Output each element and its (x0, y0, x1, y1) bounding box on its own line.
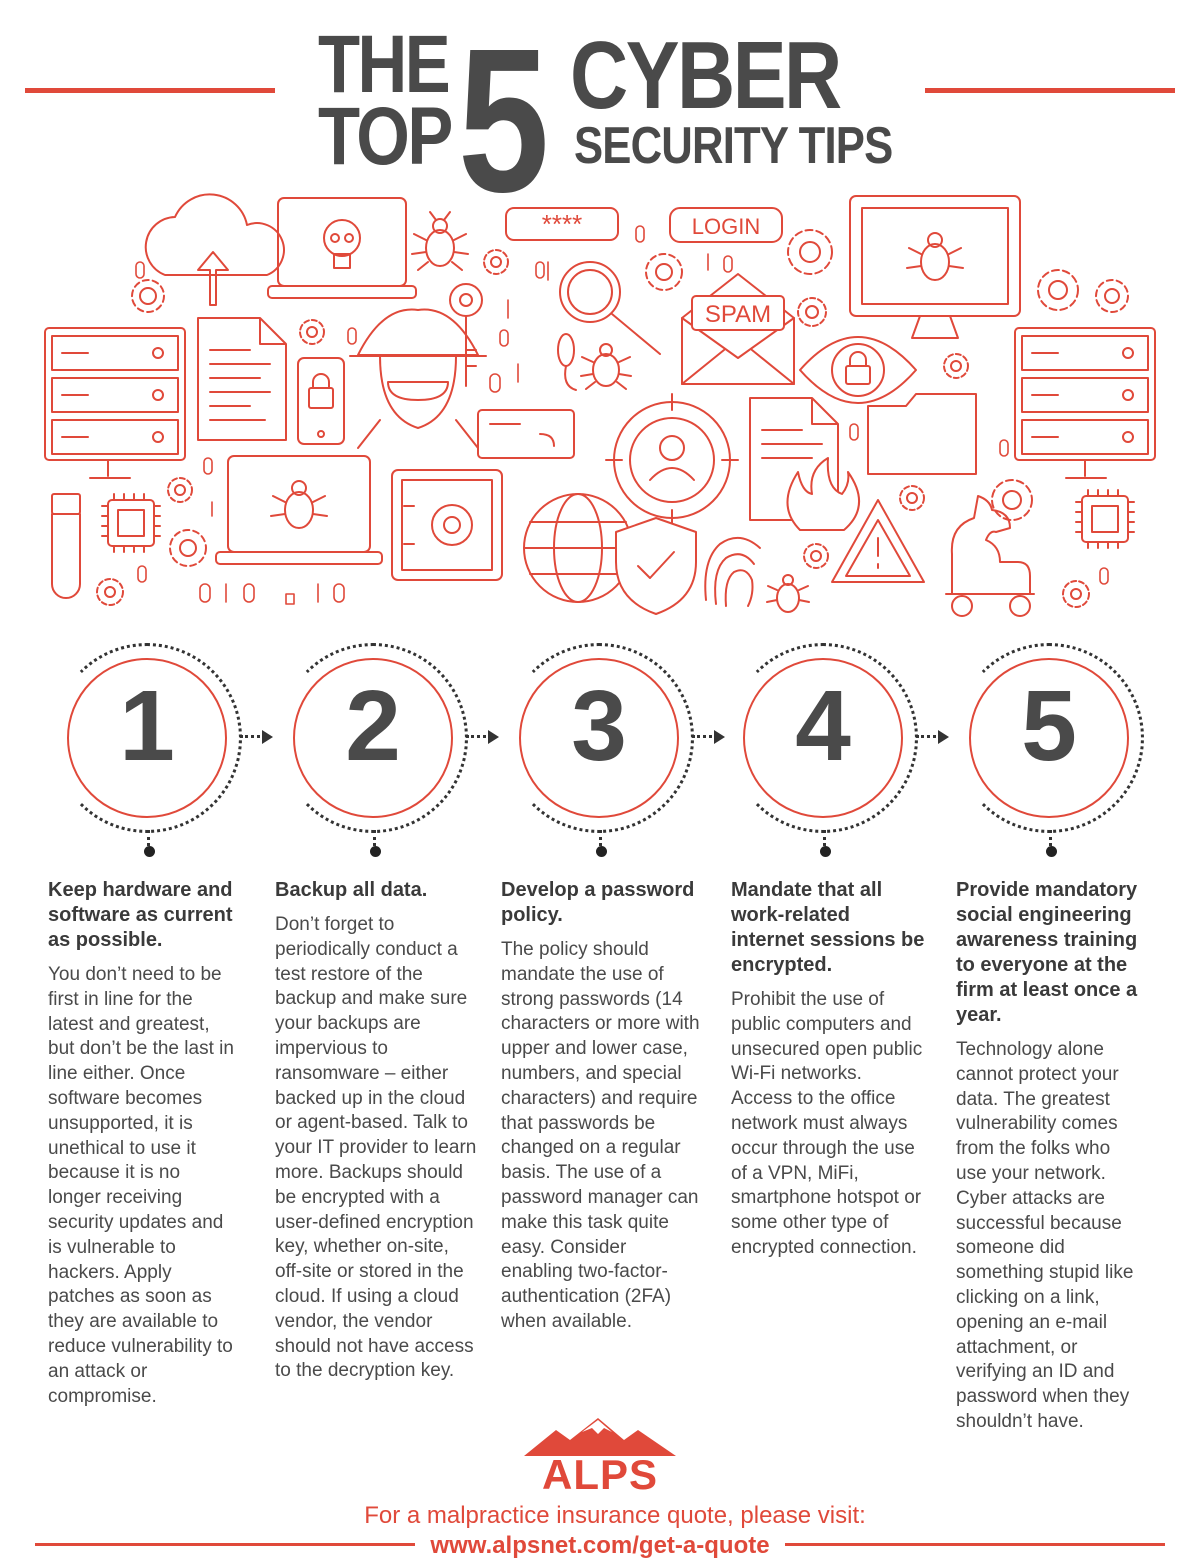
microchip-icon (102, 494, 160, 552)
step-2-body: Don’t forget to periodically conduct a test restore of the backup and make sure your backups are impervious to ransomware – either backed up in the cloud or agent-based. Talk to your IT provider to learn more. Backups should be encrypted with a user-defined encryption key, whether on-site, off-site or stored in the cloud. If using a cloud vendor, the vendor should not have access to the decryption key. (275, 914, 477, 1382)
title-the: THE (318, 19, 449, 110)
footer-cta-text: For a malpractice insurance quote, please visit: (364, 1502, 866, 1529)
trojan-horse-icon (946, 496, 1034, 616)
cyber-icons-illustration (0, 185, 1200, 625)
alps-mountain-logo-icon (520, 1416, 680, 1456)
gear-icon (300, 320, 324, 344)
gear-icon (944, 354, 968, 378)
step-1-column (48, 878, 234, 1409)
gear-icon (170, 530, 206, 566)
step-5-dot (1046, 846, 1057, 857)
step-3-column (501, 878, 701, 1335)
laptop-skull-icon (268, 198, 416, 298)
shield-check-icon (616, 518, 696, 614)
fire-document-icon (750, 398, 859, 530)
eye-lock-icon (800, 337, 916, 403)
title-cyber: CYBER (570, 22, 840, 129)
step-4-heading: Mandate that all work-related internet sessions be encrypted. (731, 879, 925, 976)
step-2-heading: Backup all data. (275, 879, 428, 901)
password-mask-text: **** (541, 209, 583, 239)
step-5-heading: Provide mandatory social engineering awareness training to everyone at the firm at least once a year. (956, 879, 1138, 1026)
step-1-dot (144, 846, 155, 857)
laptop-bug-icon (216, 456, 382, 564)
step-4-body: Prohibit the use of public computers and unsecured open public Wi-Fi networks. Access to the office network must always occur through the use of a VPN, MiFi, smartphone hotspot or some other type of encrypted connection. (731, 989, 923, 1258)
document-icon (198, 318, 286, 440)
step-2-number: 2 (345, 670, 401, 782)
header-rule-left (25, 88, 275, 93)
step-4-column (731, 878, 927, 1261)
step-3-body: The policy should mandate the use of strong passwords (14 characters or more with upper and lower case, numbers, and special characters) and require that passwords be changed on a regular basis. The use of a password manager can make this task quite easy. Consider enabling two-factor-authentication (2FA) when available. (501, 939, 700, 1332)
step-5-drop-line (1049, 830, 1052, 846)
step-4-dot (820, 846, 831, 857)
folder-icon (868, 394, 976, 474)
gear-icon (484, 250, 508, 274)
monitor-bug-icon (850, 196, 1020, 338)
gear-icon (1063, 581, 1089, 607)
smartphone-lock-icon (298, 358, 344, 444)
usb-drive-icon (52, 494, 80, 598)
alps-logo-text: ALPS (541, 1451, 658, 1498)
gear-icon (804, 544, 828, 568)
title-five: 5 (458, 6, 550, 235)
spam-label: SPAM (704, 301, 772, 328)
step-2-column (275, 878, 479, 1384)
step-4-drop-line (823, 830, 826, 846)
step-2-drop-line (373, 830, 376, 846)
arrow-right-icon (938, 730, 949, 744)
login-label: LOGIN (691, 214, 761, 239)
footer-quote-link[interactable]: www.alpsnet.com/get-a-quote (430, 1532, 770, 1559)
step-1-number: 1 (119, 670, 175, 782)
cloud-upload-icon (146, 194, 284, 305)
gear-icon (1096, 280, 1128, 312)
target-user-icon (606, 394, 738, 526)
fingerprint-icon (705, 538, 760, 606)
credit-card-icon (478, 410, 574, 458)
gear-icon (168, 478, 192, 502)
gear-icon (788, 230, 832, 274)
bug-icon (412, 212, 468, 270)
phishing-hook-icon (558, 262, 660, 390)
arrow-right-icon (262, 730, 273, 744)
connector-4-5 (916, 735, 936, 738)
server-icon (1015, 328, 1155, 478)
gear-icon (132, 280, 164, 312)
gear-icon (1038, 270, 1078, 310)
title-top: TOP (318, 91, 451, 182)
step-3-dot (596, 846, 607, 857)
connector-2-3 (466, 735, 486, 738)
arrow-right-icon (488, 730, 499, 744)
bug-icon (581, 344, 631, 389)
step-1-heading: Keep hardware and software as current as possible. (48, 879, 233, 951)
step-2-dot (370, 846, 381, 857)
step-5-number: 5 (1021, 670, 1077, 782)
safe-icon (392, 470, 502, 580)
step-5-body: Technology alone cannot protect your data. The greatest vulnerability comes from the folks who use your network. Cyber attacks are successful because someone did something stupid like clicking on a link, opening an e-mail attachment, or verifying an ID and password when they shouldn’t have. (956, 1039, 1134, 1432)
gear-icon (97, 579, 123, 605)
step-3-heading: Develop a password policy. (501, 879, 695, 926)
step-3-drop-line (599, 830, 602, 846)
title-security-tips: SECURITY TIPS (574, 117, 893, 175)
server-icon (45, 328, 185, 478)
step-1-body: You don’t need to be first in line for the latest and greatest, but don’t be the last in line either. Once software becomes unsupported, it is unethical to use it because it is no longer receiving security updates and is vulnerable to hackers. Apply patches as soon as they are available to reduce vulnerability to an attack or compromise. (48, 964, 234, 1407)
connector-1-2 (240, 735, 260, 738)
step-3-number: 3 (571, 670, 627, 782)
spam-envelope-icon (682, 274, 794, 384)
header-rule-right (925, 88, 1175, 93)
gear-icon (798, 298, 826, 326)
step-4-number: 4 (795, 670, 851, 782)
microchip-icon (1076, 490, 1134, 548)
bug-icon (767, 575, 809, 612)
connector-3-4 (692, 735, 712, 738)
gear-icon (992, 480, 1032, 520)
step-1-drop-line (147, 830, 150, 846)
step-5-column (956, 878, 1146, 1435)
arrow-right-icon (714, 730, 725, 744)
gear-icon (900, 486, 924, 510)
gear-icon (646, 254, 682, 290)
